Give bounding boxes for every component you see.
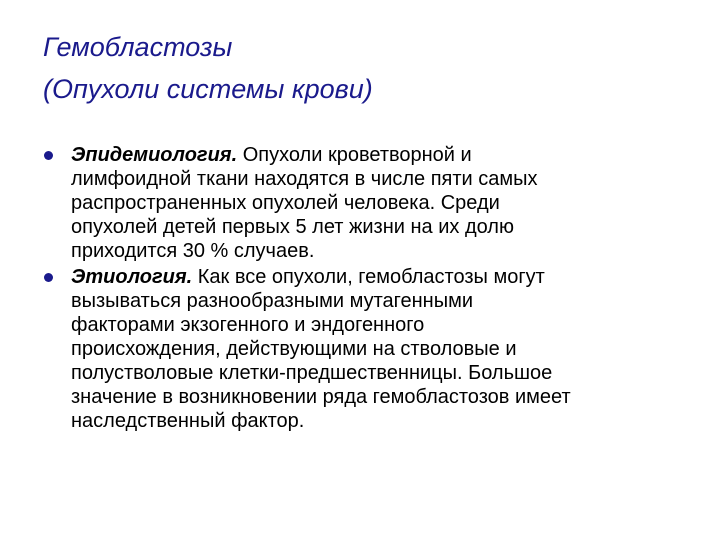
bullet-line: лимфоидной ткани находятся в числе пяти самых — [71, 168, 538, 190]
bullet-epidemiology — [40, 143, 680, 263]
bullet-text: Как все опухоли, гемобластозы могут — [192, 266, 545, 288]
bullet-first-line — [71, 143, 680, 167]
bullet-line: приходится 30 % случаев. — [71, 240, 315, 262]
bullet-line: наследственный фактор. — [71, 410, 305, 432]
bullet-text: Опухоли кроветворной и — [237, 144, 472, 166]
title-line-1: Гемобластозы — [43, 32, 233, 62]
bullet-line: опухолей детей первых 5 лет жизни на их долю — [71, 216, 514, 238]
bullet-line: факторами экзогенного и эндогенного — [71, 314, 425, 336]
bullet-dot-icon — [44, 273, 53, 282]
bullet-etiology — [40, 265, 680, 433]
bullet-line: значение в возникновении ряда гемобластозов имеет — [71, 386, 571, 408]
bullet-list — [40, 143, 680, 435]
bullet-line: вызываться разнообразными мутагенными — [71, 290, 474, 312]
bullet-heading: Эпидемиология. — [71, 144, 238, 166]
bullet-line: распространенных опухолей человека. Среди — [71, 192, 500, 214]
bullet-line: полустволовые клетки-предшественницы. Большое — [71, 362, 553, 384]
title-line-2: (Опухоли системы крови) — [43, 74, 373, 104]
bullet-first-line — [71, 265, 680, 289]
slide-title — [43, 26, 683, 110]
bullet-heading: Этиология. — [71, 266, 193, 288]
bullet-dot-icon — [44, 151, 53, 160]
bullet-line: происхождения, действующими на стволовые и — [71, 338, 517, 360]
